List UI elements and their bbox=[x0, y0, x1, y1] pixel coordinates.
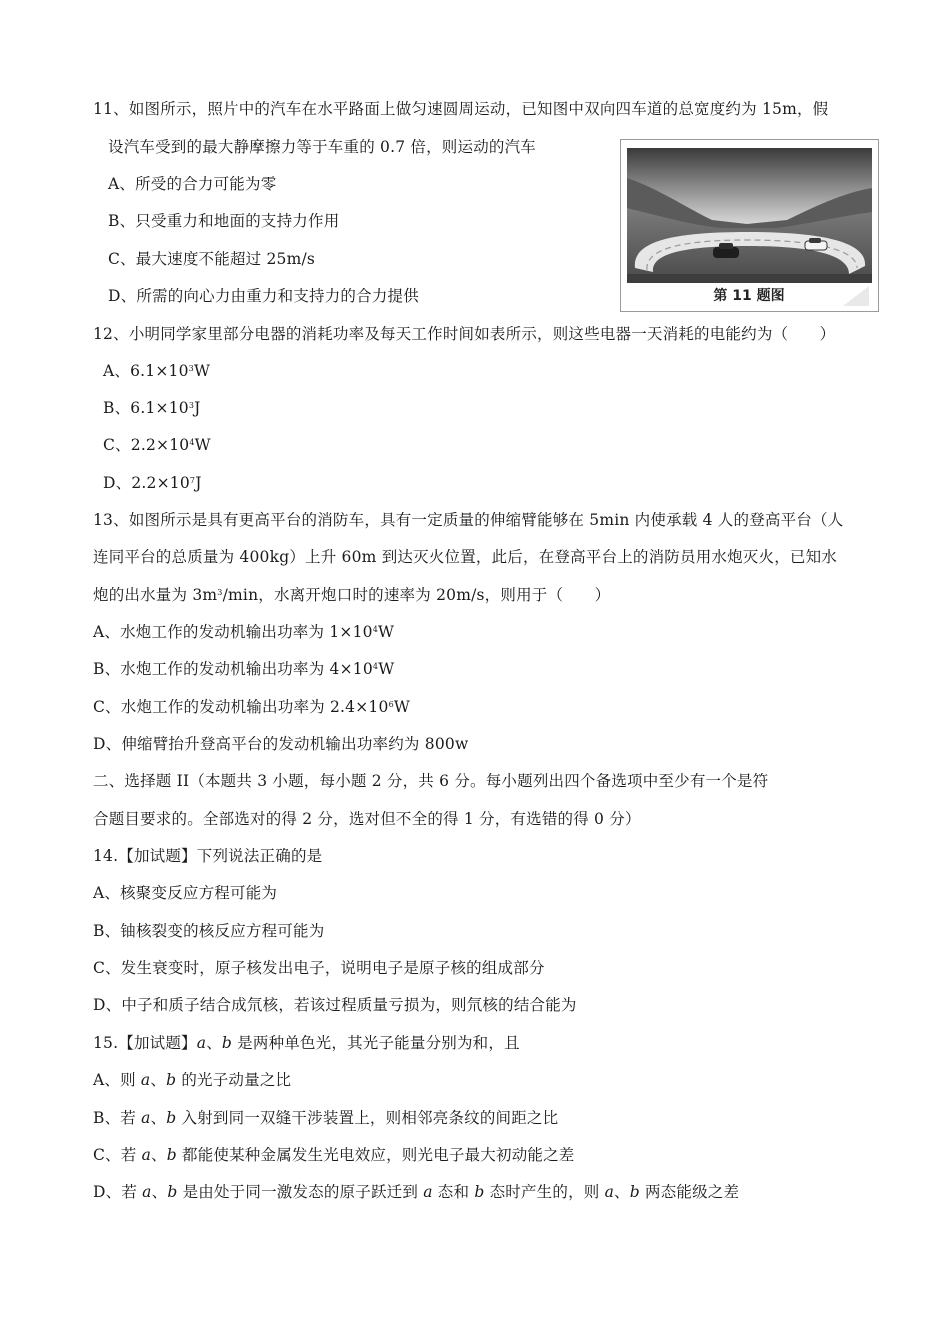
q12-stem: 12、小明同学家里部分电器的消耗功率及每天工作时间如表所示，则这些电器一天消耗的电能约为（ ） bbox=[93, 325, 836, 343]
q12-option-c: C、$2.2\times 10^4W$ bbox=[103, 436, 211, 454]
q12-option-b: B、$6.1\times 10^3J$ bbox=[103, 399, 201, 417]
q15-option-c: C、若 a、b 都能使某种金属发生光电效应，则光电子最大初动能之差 bbox=[93, 1146, 575, 1164]
q14-option-a: A、核聚变反应方程可能为 bbox=[93, 884, 278, 902]
q11-figure-caption: 第 11 题图 bbox=[713, 288, 785, 304]
q15-option-a: A、则 a、b 的光子动量之比 bbox=[93, 1071, 292, 1089]
q14-option-b: B、铀核裂变的核反应方程可能为 bbox=[93, 922, 325, 940]
q13-option-d: D、伸缩臂抬升登高平台的发动机输出功率约为 800w bbox=[93, 735, 469, 753]
q13-option-b: B、水炮工作的发动机输出功率为 $4\times 10^4W$ bbox=[93, 660, 395, 678]
q11-option-b: B、只受重力和地面的支持力作用 bbox=[108, 212, 340, 230]
q14-option-d: D、中子和质子结合成氘核，若该过程质量亏损为，则氘核的结合能为 bbox=[93, 996, 577, 1014]
q14-stem: 14.【加试题】下列说法正确的是 bbox=[93, 847, 323, 865]
q11-stem-line1: 11、如图所示，照片中的汽车在水平路面上做匀速圆周运动，已知图中双向四车道的总宽度约为 15m，假 bbox=[93, 100, 829, 118]
q11-option-a: A、所受的合力可能为零 bbox=[108, 175, 277, 193]
q11-option-c: C、最大速度不能超过 25m/s bbox=[108, 250, 316, 268]
section2-heading-line1: 二、选择题 II（本题共 3 小题，每小题 2 分，共 6 分。每小题列出四个备选项中至少有一个是符 bbox=[93, 772, 769, 790]
section2-heading-line2: 合题目要求的。全部选对的得 2 分，选对但不全的得 1 分，有选错的得 0 分） bbox=[93, 810, 641, 828]
q11-option-d: D、所需的向心力由重力和支持力的合力提供 bbox=[108, 287, 419, 305]
q13-option-a: A、水炮工作的发动机输出功率为 $1\times 10^4W$ bbox=[93, 623, 395, 641]
q12-option-a: A、$6.1\times 10^3W$ bbox=[103, 362, 211, 380]
q13-stem-line2: 连同平台的总质量为 400kg）上升 60m 到达灭火位置，此后，在登高平台上的消防员用水炮灭火，已知水 bbox=[93, 548, 838, 566]
q13-stem-line3: 炮的出水量为 $3m^3/\min$，水离开炮口时的速率为 20m/s，则用于（ ） bbox=[93, 586, 611, 604]
q11-figure bbox=[620, 139, 879, 312]
q15-stem: 15.【加试题】a、b 是两种单色光，其光子能量分别为和，且 bbox=[93, 1034, 520, 1052]
q15-option-d: D、若 a、b 是由处于同一激发态的原子跃迁到 a 态和 b 态时产生的，则 a、b 两态能级之差 bbox=[93, 1183, 740, 1201]
q15-option-b: B、若 a、b 入射到同一双缝干涉装置上，则相邻亮条纹的间距之比 bbox=[93, 1109, 559, 1127]
q14-option-c: C、发生衰变时，原子核发出电子，说明电子是原子核的组成部分 bbox=[93, 959, 545, 977]
q13-option-c: C、水炮工作的发动机输出功率为 $2.4\times 10^6W$ bbox=[93, 698, 410, 716]
page-corner-shadow bbox=[843, 286, 869, 306]
q12-option-d: D、$2.2\times 10^7J$ bbox=[103, 474, 202, 492]
road-curve-photo bbox=[627, 148, 872, 283]
q13-stem-line1: 13、如图所示是具有更高平台的消防车，具有一定质量的伸缩臂能够在 5min 内使承载 4 人的登高平台（人 bbox=[93, 511, 844, 529]
q11-stem-line2: 设汽车受到的最大静摩擦力等于车重的 0.7 倍，则运动的汽车 bbox=[108, 138, 537, 156]
